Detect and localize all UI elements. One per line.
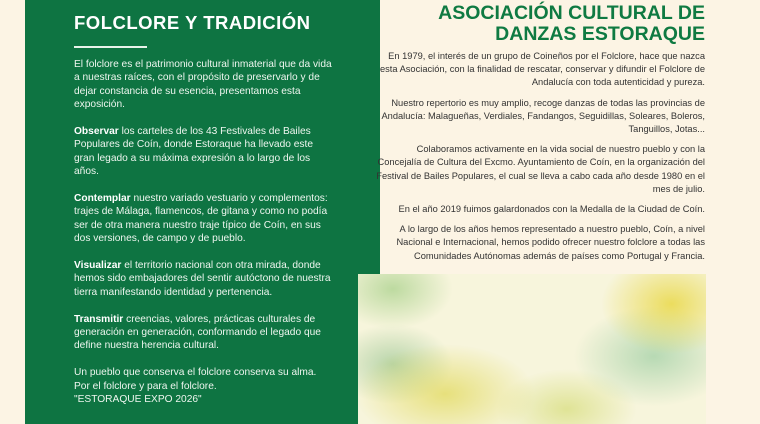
intro-text: El folclore es el patrimonio cultural inmaterial que da vida a nuestras raíces, con el propósito de preservarlo y de dejar constancia de su esencia, presentamos esta exposición. xyxy=(74,59,332,111)
title-line: ASOCIACIÓN CULTURAL DE xyxy=(438,2,705,24)
closing-text xyxy=(74,366,334,406)
item-keyword: Visualizar xyxy=(74,260,122,272)
item-transmitir xyxy=(74,313,334,353)
closing-line: "ESTORAQUE EXPO 2026" xyxy=(74,394,202,406)
item-text: el territorio nacional con otra mirada, donde hemos sido embajadores del sentir autóctono de nuestra tierra manifestando identidad y pertenencia. xyxy=(74,260,331,298)
item-text: los carteles de los 43 Festivales de Bailes Populares de Coín, donde Estoraque ha llevado este gran legado a su máxima expresión a lo largo de los años. xyxy=(74,126,314,178)
title-divider xyxy=(74,46,147,48)
item-keyword: Contemplar xyxy=(74,193,131,205)
right-title xyxy=(438,3,705,45)
paragraph: Nuestro repertorio es muy amplio, recoge danzas de todas las provincias de Andalucía: Malagueñas, Verdiales, Fandangos, Seguidillas, Soleares, Boleros, Tanguillos, Jotas... xyxy=(381,97,705,135)
watercolor-image xyxy=(358,274,706,424)
item-observar xyxy=(74,125,334,179)
left-body xyxy=(74,58,334,420)
paragraph: En 1979, el interés de un grupo de Coineños por el Folclore, hace que nazca esta Asociación, con la finalidad de rescatar, conservar y difundir el Folclore de Andalucía con toda autenticidad y pureza. xyxy=(379,51,705,88)
closing-line: Un pueblo que conserva el folclore conserva su alma. xyxy=(74,367,317,379)
title-line: DANZAS ESTORAQUE xyxy=(495,23,705,45)
left-title: FOLCLORE Y TRADICIÓN xyxy=(74,12,311,33)
item-visualizar xyxy=(74,259,334,299)
item-text: creencias, valores, prácticas culturales de generación en generación, conformando el legado que define nuestra herencia cultural. xyxy=(74,313,321,352)
item-text: nuestro variado vestuario y complementos: trajes de Málaga, flamencos, de gitana y como no podía ser de otra manera nuestro traje típico de Coín, en sus dos versiones, de campo y de pueblo. xyxy=(74,193,328,245)
item-contemplar xyxy=(74,192,334,246)
paragraph: En el año 2019 fuimos galardonados con la Medalla de la Ciudad de Coín. xyxy=(398,204,705,215)
item-keyword: Observar xyxy=(74,126,119,138)
right-body xyxy=(375,50,705,270)
paragraph: Colaboramos activamente en la vida social de nuestro pueblo y con la Concejalía de Cultura del Excmo. Ayuntamiento de Coín, en la organización del Festival de Bailes Populares, el cual se lleva a cabo cada año desde 1980 en el mes de julio. xyxy=(376,144,705,194)
closing-line: Por el folclore y para el folclore. xyxy=(74,380,217,392)
item-keyword: Transmitir xyxy=(74,313,124,325)
paragraph: A lo largo de los años hemos representado a nuestro pueblo, Coín, a nivel Nacional e Internacional, hemos podido ofrecer nuestro folclore a todas las Comunidades Autónomas además de países como Portugal y Francia. xyxy=(396,224,705,261)
